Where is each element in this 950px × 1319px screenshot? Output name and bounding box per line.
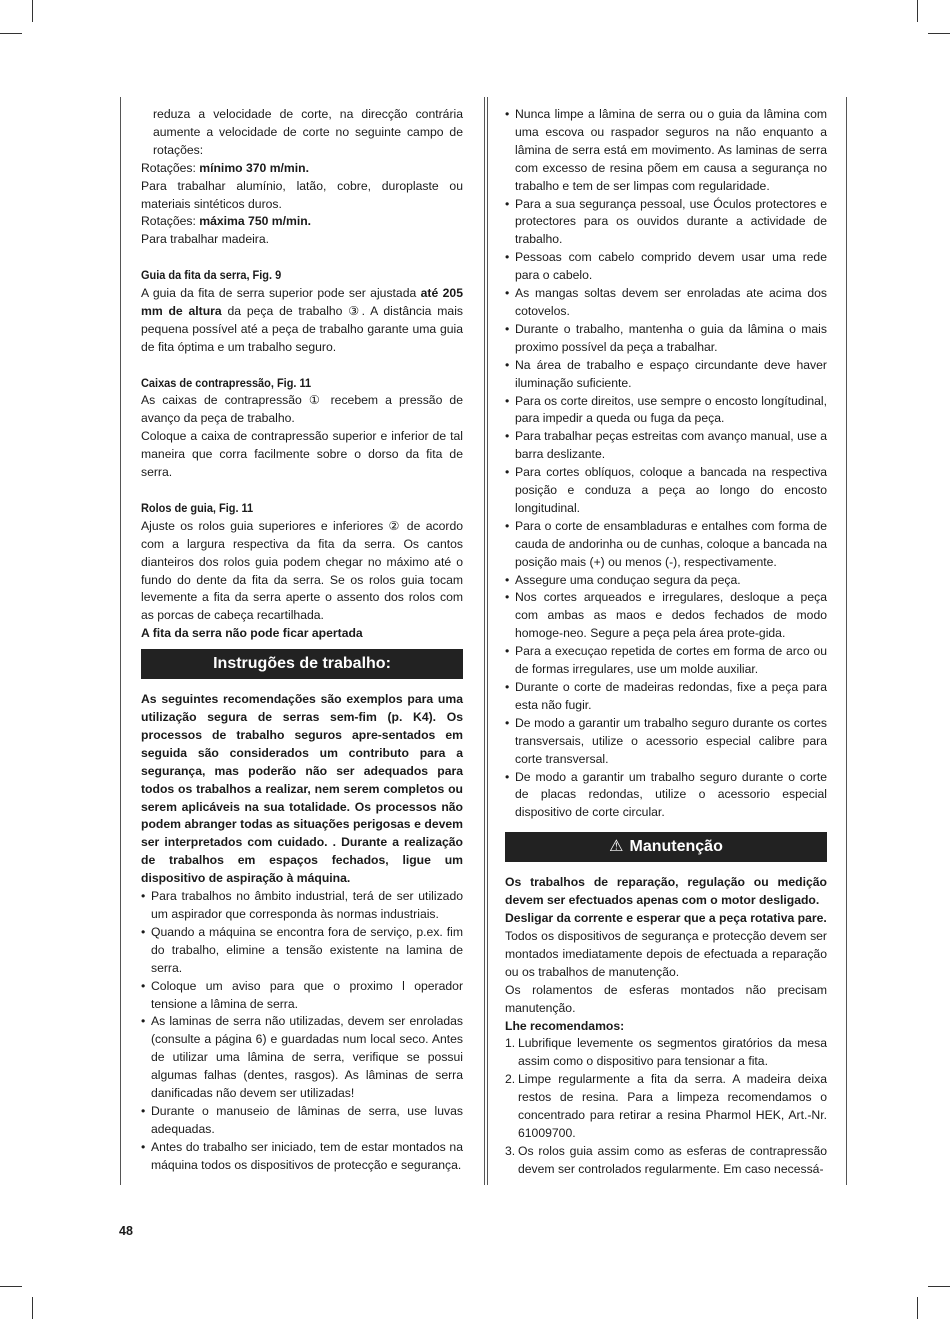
rotation-min-value: mínimo 370 m/min.: [199, 160, 309, 175]
section-heading-caixas: Caixas de contrapressão, Fig. 11: [141, 375, 312, 390]
section-heading-guia: Guia da fita da serra, Fig. 9: [141, 268, 282, 283]
rotation-max: [141, 213, 463, 231]
list-item: • Na área de trabalho e espaço circundante deve haver iluminação suficiente.: [505, 357, 827, 393]
caixas-paragraph-2: Coloque a caixa de contrapressão superior e inferior de tal maneira que corra facilmente sobre o dorso da fita de serra.: [141, 429, 463, 480]
right-column: [505, 106, 827, 1179]
list-text: Limpe regularmente a fita da serra. A madeira deixa restos de resina. Para a limpeza recomendamos o concentrado para retirar a resina Pharmol HEK, Art.-Nr. 61009700.: [518, 1072, 827, 1140]
section-bar-manutencao: [505, 832, 827, 862]
list-item: • Coloque um aviso para que o proximo l operador tensione a lâmina de serra.: [141, 978, 463, 1014]
list-item: • As laminas de serra não utilizadas, devem ser enroladas (consulte a página 6) e guardadas num local seco. Antes de utilizar uma lâmina de serra, verifique se possui algumas falhas (dentes, rasgos). As lâminas de serra danificadas não devem ser utilizadas!: [141, 1013, 463, 1103]
list-item: • Para cortes oblíquos, coloque a bancada na respectiva posição e conduza a peça ao longo do encosto longitudinal.: [505, 464, 827, 518]
guia-text-b: da peça de trabalho ③. A distância mais pequena possível até a peça de trabalho garante uma guia de fita óptima e um trabalho seguro.: [141, 303, 463, 354]
rotation-max-value: máxima 750 m/min.: [199, 214, 312, 229]
left-bullet-list: [141, 888, 463, 1175]
left-column-rule: [120, 97, 121, 1185]
list-number: 1.: [505, 1036, 516, 1051]
list-item: • Para o corte de ensambladuras e entalhes com forma de cauda de andorinha ou de cunhas, coloque a bancada na posição mais (+) ou menos (-), respectivamente.: [505, 518, 827, 572]
list-item: • Assegure uma conduçao segura da peça.: [505, 572, 827, 590]
list-item: • As mangas soltas devem ser enroladas ate acima dos cotovelos.: [505, 285, 827, 321]
crop-mark: [928, 33, 950, 34]
list-number: 3.: [505, 1143, 516, 1158]
crop-mark: [917, 0, 918, 22]
maintenance-bold-1: Os trabalhos de reparação, regulação ou medição devem ser efectuados apenas com o motor desligado.: [505, 875, 827, 908]
right-bullet-list: [505, 106, 827, 822]
list-item: • Durante o trabalho, mantenha o guia da lâmina o mais proximo possível da peça a trabalhar.: [505, 321, 827, 357]
rotation-label: Rotações:: [141, 160, 200, 175]
rotation-min: [141, 160, 463, 178]
rolos-warning: A fita da serra não pode ficar apertada: [141, 626, 363, 641]
list-item: • De modo a garantir um trabalho seguro durante os cortes transversais, utilize o acessorio especial calibre para corte transversal.: [505, 715, 827, 769]
manutencao-title: Manutenção: [629, 838, 723, 856]
list-item: [505, 1035, 827, 1071]
list-number: 2.: [505, 1072, 516, 1087]
section-bar-instrucoes: Instrugões de trabalho:: [141, 649, 463, 679]
caixas-paragraph-1: As caixas de contrapressão ① recebem a pressão de avanço da peça de trabalho.: [141, 393, 463, 426]
list-item: • De modo a garantir um trabalho seguro durante o corte de placas redondas, utilize o acessorio especial dispositivo de corte circular.: [505, 769, 827, 823]
right-column-rule: [846, 97, 847, 1185]
guia-bold: até 205 mm de altura: [141, 286, 463, 318]
recommend-heading: Lhe recomendamos:: [505, 1018, 625, 1033]
list-item: • Pessoas com cabelo comprido devem usar uma rede para o cabelo.: [505, 249, 827, 285]
maintenance-bold-2: Desligar da corrente e esperar que a peça rotativa pare.: [505, 911, 827, 926]
list-item: • Quando a máquina se encontra fora de serviço, p.ex. fim do trabalho, elimine a tensão existente na lamina de serra.: [141, 924, 463, 978]
crop-mark: [0, 33, 22, 34]
left-column: [141, 106, 463, 1175]
crop-mark: [917, 1297, 918, 1319]
numbered-list: [505, 1035, 827, 1178]
list-item: [505, 1071, 827, 1143]
list-text: Lubrifique levemente os segmentos giratórios da mesa assim como o dispositivo para tensionar a fita.: [518, 1036, 827, 1069]
list-item: • Nos cortes arqueados e irregulares, desloque a peça com ambas as maos e dedos fechados de modo homoge-neo. Segure a peça pela área prote-gida.: [505, 589, 827, 643]
center-column-rule-b: [487, 97, 488, 1185]
list-item: • Durante o corte de madeiras redondas, fixe a peça para esta não fugir.: [505, 679, 827, 715]
guia-text-a: A guia da fita de serra superior pode ser ajustada: [141, 286, 421, 301]
list-text: Os rolos guia assim como as esferas de contrapressão devem ser controlados regularmente. Em caso necessá-: [518, 1143, 827, 1176]
list-item: • Para os corte direitos, use sempre o encosto longítudinal, para impedir a queda ou fuga da peça.: [505, 393, 827, 429]
rotation-max-text: Para trabalhar madeira.: [141, 232, 270, 247]
list-item: • Para a sua segurança pessoal, use Óculos protectores e protectores para os ouvidos durante a actividade de trabalho.: [505, 196, 827, 250]
list-item: • Durante o manuseio de lâminas de serra, use luvas adequadas.: [141, 1103, 463, 1139]
list-item: • Para trabalhar peças estreitas com avanço manual, use a barra deslizante.: [505, 428, 827, 464]
warning-icon: ⚠: [609, 838, 624, 856]
rotation-label: Rotações:: [141, 214, 200, 229]
page-number: 48: [119, 1224, 133, 1238]
crop-mark: [32, 1297, 33, 1319]
crop-mark: [32, 0, 33, 22]
section-heading-rolos: Rolos de guia, Fig. 11: [141, 500, 254, 515]
maintenance-paragraph-2: Os rolamentos de esferas montados não precisam manutenção.: [505, 982, 827, 1015]
rotation-min-text: Para trabalhar alumínio, latão, cobre, duroplaste ou materiais sintéticos duros.: [141, 178, 463, 211]
center-column-rule-a: [484, 97, 485, 1185]
list-item: • Para a execuçao repetida de cortes em forma de arco ou de formas irregulares, use um molde auxiliar.: [505, 643, 827, 679]
crop-mark: [0, 1286, 22, 1287]
guia-paragraph: [141, 285, 463, 357]
crop-mark: [928, 1286, 950, 1287]
list-item: • Para trabalhos no âmbito industrial, terá de ser utilizado um aspirador que corresponda às normas industriais.: [141, 888, 463, 924]
rolos-paragraph: Ajuste os rolos guia superiores e inferiores ② de acordo com a largura respectiva da fita da serra. Os cantos dianteiros dos rolos guia podem chegar no máximo até o fundo do dente da fita da serra. Se os rolos guia tocam levemente a fita da serra aperte o assento dos rolos com as porcas de cabeça recartilhada.: [141, 518, 463, 623]
list-item: [505, 1143, 827, 1179]
safety-intro-bold: As seguintes recomendações são exemplos para uma utilização segura de serras sem-fim (p. K4). Os processos de trabalho seguros apre-sentados em seguida são considerados um contributo para a segurança, mas poderão não ser adequados para todos os trabalhos a realizar, nem serem completos ou serem aplicáveis na sua totalidade. Os processos não podem abranger todas as situações perigosas e devem ser interpretados com cuidado. . Durante a realização de trabalhos em espaços fechados, ligue um dispositivo de aspiração à máquina.: [141, 692, 463, 886]
maintenance-paragraph-1: Todos os dispositivos de segurança e protecção devem ser montados imediatamente depois de efectuada a reparação ou os trabalhos de manutenção.: [505, 928, 827, 979]
list-item: • Antes do trabalho ser iniciado, tem de estar montados na máquina todos os dispositivos de protecção e segurança.: [141, 1139, 463, 1175]
list-item: • Nunca limpe a lâmina de serra ou o guia da lâmina com uma escova ou raspador seguros na não enquanto a lâmina de serra está em movimento. As laminas de serra com excesso de resina põem em causa a segurança no trabalho e tem de ser limpas com regularidade.: [505, 106, 827, 196]
intro-text: reduza a velocidade de corte, na direcção contrária aumente a velocidade de corte no seguinte campo de rotações:: [153, 107, 463, 157]
